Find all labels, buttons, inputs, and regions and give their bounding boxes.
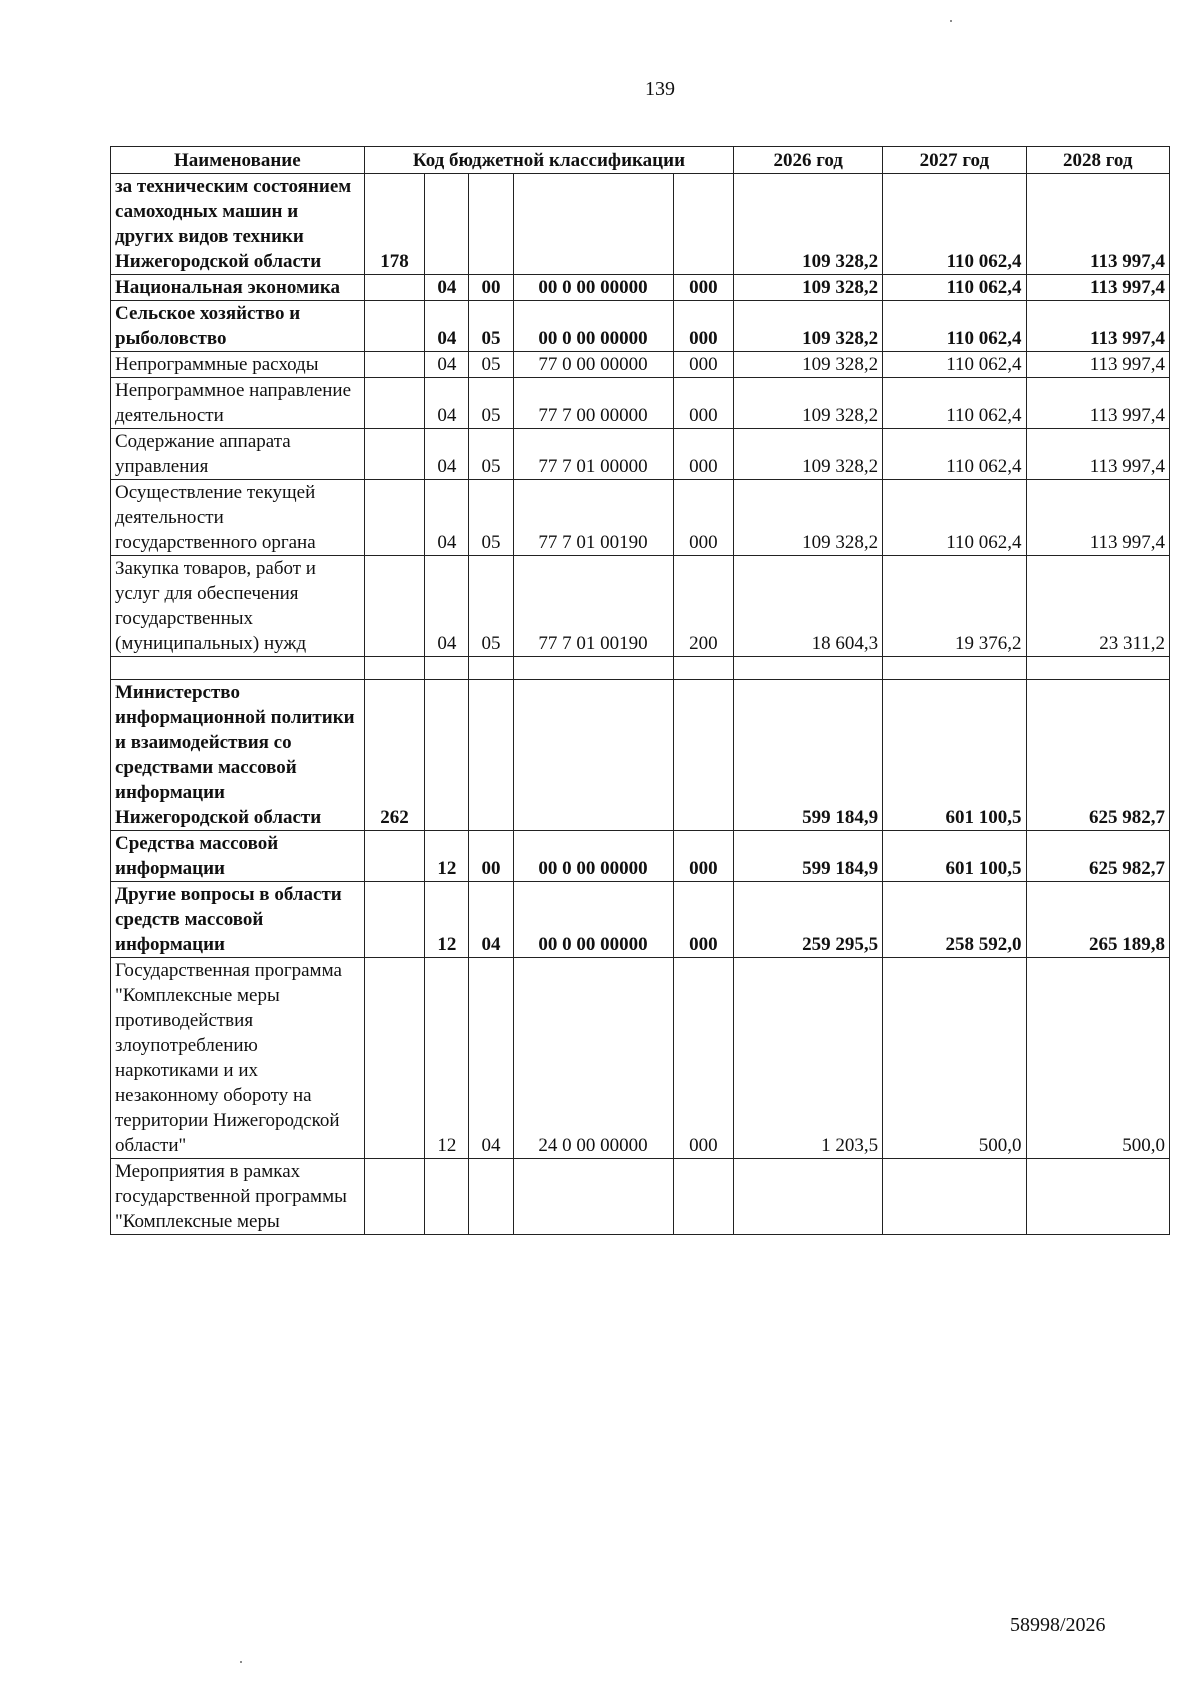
row-razdel: 04 <box>425 378 469 429</box>
row-vr <box>673 1159 734 1235</box>
row-2028: 113 997,4 <box>1026 301 1169 352</box>
row-name: Национальная экономика <box>111 275 365 301</box>
row-2027: 601 100,5 <box>883 831 1026 882</box>
row-2026: 18 604,3 <box>734 556 883 657</box>
row-podrazdel: 05 <box>469 556 513 657</box>
row-vedomstvo <box>364 301 425 352</box>
row-2026: 109 328,2 <box>734 174 883 275</box>
row-podrazdel: 05 <box>469 301 513 352</box>
row-podrazdel <box>469 1159 513 1235</box>
row-vr: 000 <box>673 831 734 882</box>
row-2026 <box>734 1159 883 1235</box>
row-vr: 000 <box>673 378 734 429</box>
row-vedomstvo <box>364 1159 425 1235</box>
row-name: Непрограммные расходы <box>111 352 365 378</box>
row-2027: 110 062,4 <box>883 429 1026 480</box>
empty-cell <box>1026 657 1169 680</box>
row-2026: 259 295,5 <box>734 882 883 958</box>
row-name: Сельское хозяйство и рыболовство <box>111 301 365 352</box>
row-name: Государственная программа "Комплексные меры противодействия злоупотреблению наркотиками и их незаконному обороту на территории Нижегородской области" <box>111 958 365 1159</box>
row-csr <box>513 1159 673 1235</box>
row-csr <box>513 174 673 275</box>
row-2027: 110 062,4 <box>883 378 1026 429</box>
row-razdel: 12 <box>425 882 469 958</box>
row-podrazdel: 05 <box>469 378 513 429</box>
table-row <box>111 301 1170 352</box>
row-vedomstvo <box>364 378 425 429</box>
row-2026: 109 328,2 <box>734 378 883 429</box>
table-row <box>111 275 1170 301</box>
row-csr: 77 7 00 00000 <box>513 378 673 429</box>
row-vedomstvo: 178 <box>364 174 425 275</box>
row-podrazdel: 04 <box>469 882 513 958</box>
row-2028: 113 997,4 <box>1026 174 1169 275</box>
row-vr <box>673 680 734 831</box>
header-code: Код бюджетной классификации <box>364 147 734 174</box>
page-number: 139 <box>645 78 675 100</box>
row-2027: 601 100,5 <box>883 680 1026 831</box>
table-row <box>111 831 1170 882</box>
row-podrazdel: 00 <box>469 275 513 301</box>
table-row <box>111 556 1170 657</box>
row-2027: 110 062,4 <box>883 275 1026 301</box>
row-2027: 258 592,0 <box>883 882 1026 958</box>
row-vr: 200 <box>673 556 734 657</box>
row-name: Другие вопросы в области средств массовой информации <box>111 882 365 958</box>
empty-cell <box>469 657 513 680</box>
row-2027: 110 062,4 <box>883 480 1026 556</box>
row-name: Непрограммное направление деятельности <box>111 378 365 429</box>
row-2027: 110 062,4 <box>883 301 1026 352</box>
header-row <box>111 147 1170 174</box>
row-razdel: 04 <box>425 352 469 378</box>
row-vedomstvo <box>364 480 425 556</box>
row-razdel: 04 <box>425 301 469 352</box>
row-2028: 23 311,2 <box>1026 556 1169 657</box>
row-2026: 109 328,2 <box>734 352 883 378</box>
row-vr: 000 <box>673 429 734 480</box>
row-vr: 000 <box>673 352 734 378</box>
row-vr: 000 <box>673 958 734 1159</box>
row-name: Содержание аппарата управления <box>111 429 365 480</box>
row-csr: 00 0 00 00000 <box>513 301 673 352</box>
row-vr: 000 <box>673 301 734 352</box>
row-razdel: 04 <box>425 429 469 480</box>
header-name: Наименование <box>111 147 365 174</box>
row-vedomstvo: 262 <box>364 680 425 831</box>
row-vedomstvo <box>364 556 425 657</box>
row-vedomstvo <box>364 429 425 480</box>
row-csr: 77 7 01 00190 <box>513 480 673 556</box>
row-vr: 000 <box>673 480 734 556</box>
row-vedomstvo <box>364 882 425 958</box>
row-razdel: 04 <box>425 275 469 301</box>
row-razdel: 12 <box>425 831 469 882</box>
row-2028: 500,0 <box>1026 958 1169 1159</box>
header-2026: 2026 год <box>734 147 883 174</box>
empty-cell <box>734 657 883 680</box>
table-row <box>111 882 1170 958</box>
row-name: Закупка товаров, работ и услуг для обеспечения государственных (муниципальных) нужд <box>111 556 365 657</box>
row-2028: 625 982,7 <box>1026 831 1169 882</box>
table-row <box>111 174 1170 275</box>
row-vr <box>673 174 734 275</box>
row-2028: 265 189,8 <box>1026 882 1169 958</box>
row-2028: 113 997,4 <box>1026 429 1169 480</box>
table-row <box>111 958 1170 1159</box>
empty-cell <box>111 657 365 680</box>
empty-cell <box>883 657 1026 680</box>
row-2028: 113 997,4 <box>1026 275 1169 301</box>
row-2026: 599 184,9 <box>734 831 883 882</box>
row-2026: 109 328,2 <box>734 480 883 556</box>
row-2028: 113 997,4 <box>1026 378 1169 429</box>
row-name: Средства массовой информации <box>111 831 365 882</box>
row-2026: 1 203,5 <box>734 958 883 1159</box>
empty-cell <box>364 657 425 680</box>
row-razdel: 04 <box>425 556 469 657</box>
row-razdel: 12 <box>425 958 469 1159</box>
row-2027: 110 062,4 <box>883 352 1026 378</box>
row-podrazdel: 05 <box>469 480 513 556</box>
row-vedomstvo <box>364 831 425 882</box>
row-vedomstvo <box>364 958 425 1159</box>
row-csr: 00 0 00 00000 <box>513 275 673 301</box>
row-csr: 00 0 00 00000 <box>513 882 673 958</box>
row-name: Министерство информационной политики и взаимодействия со средствами массовой информации Нижегородской области <box>111 680 365 831</box>
row-csr: 00 0 00 00000 <box>513 831 673 882</box>
row-csr: 24 0 00 00000 <box>513 958 673 1159</box>
row-vedomstvo <box>364 352 425 378</box>
empty-cell <box>425 657 469 680</box>
table-row <box>111 429 1170 480</box>
row-2027: 500,0 <box>883 958 1026 1159</box>
row-csr <box>513 680 673 831</box>
row-2026: 109 328,2 <box>734 429 883 480</box>
document-number: 58998/2026 <box>1010 1614 1106 1636</box>
row-name: Мероприятия в рамках государственной программы "Комплексные меры <box>111 1159 365 1235</box>
row-2027: 19 376,2 <box>883 556 1026 657</box>
table-row <box>111 378 1170 429</box>
row-2026: 109 328,2 <box>734 301 883 352</box>
header-2028: 2028 год <box>1026 147 1169 174</box>
row-razdel <box>425 680 469 831</box>
row-podrazdel: 05 <box>469 429 513 480</box>
row-2026: 599 184,9 <box>734 680 883 831</box>
empty-row <box>111 657 1170 680</box>
row-vr: 000 <box>673 275 734 301</box>
row-2028: 113 997,4 <box>1026 480 1169 556</box>
row-csr: 77 7 01 00190 <box>513 556 673 657</box>
row-podrazdel <box>469 174 513 275</box>
row-csr: 77 7 01 00000 <box>513 429 673 480</box>
row-razdel <box>425 174 469 275</box>
row-vr: 000 <box>673 882 734 958</box>
empty-cell <box>513 657 673 680</box>
row-csr: 77 0 00 00000 <box>513 352 673 378</box>
scan-speck <box>240 1661 242 1663</box>
table-row <box>111 680 1170 831</box>
row-vedomstvo <box>364 275 425 301</box>
scan-speck <box>950 20 952 22</box>
row-podrazdel: 00 <box>469 831 513 882</box>
budget-table <box>110 146 1170 1235</box>
row-razdel: 04 <box>425 480 469 556</box>
row-2027: 110 062,4 <box>883 174 1026 275</box>
row-name: за техническим состоянием самоходных машин и других видов техники Нижегородской области <box>111 174 365 275</box>
row-2027 <box>883 1159 1026 1235</box>
row-podrazdel: 04 <box>469 958 513 1159</box>
header-2027: 2027 год <box>883 147 1026 174</box>
empty-cell <box>673 657 734 680</box>
row-2028: 113 997,4 <box>1026 352 1169 378</box>
table-row <box>111 480 1170 556</box>
row-podrazdel: 05 <box>469 352 513 378</box>
table-row <box>111 1159 1170 1235</box>
row-2028: 625 982,7 <box>1026 680 1169 831</box>
row-podrazdel <box>469 680 513 831</box>
row-2026: 109 328,2 <box>734 275 883 301</box>
row-2028 <box>1026 1159 1169 1235</box>
table-row <box>111 352 1170 378</box>
row-razdel <box>425 1159 469 1235</box>
row-name: Осуществление текущей деятельности государственного органа <box>111 480 365 556</box>
